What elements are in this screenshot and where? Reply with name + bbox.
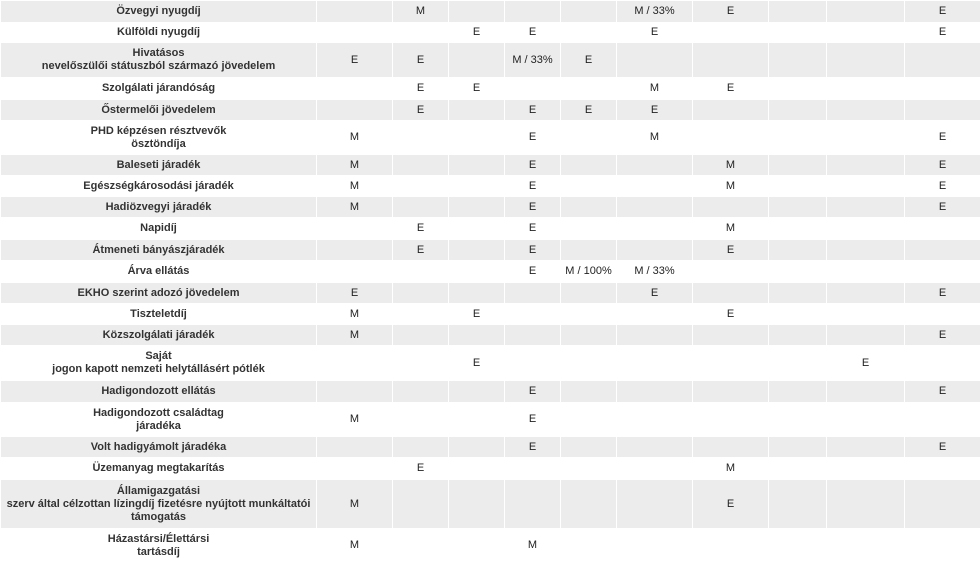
table-cell	[827, 1, 905, 23]
table-row	[1, 155, 980, 176]
table-cell	[693, 121, 769, 155]
table-cell	[561, 304, 617, 325]
table-cell	[827, 480, 905, 529]
table-cell	[827, 176, 905, 197]
table-cell: E	[905, 23, 980, 43]
table-cell: E	[393, 218, 449, 240]
table-row	[1, 23, 980, 43]
table-cell: M	[317, 529, 393, 563]
row-label	[1, 458, 317, 480]
table-cell: E	[505, 197, 561, 218]
table-cell: M	[317, 403, 393, 437]
table-cell	[617, 218, 693, 240]
row-label-line: Volt hadigyámolt járadéka	[90, 440, 227, 453]
table-cell	[561, 437, 617, 458]
table-cell: E	[617, 283, 693, 304]
table-cell: M	[317, 155, 393, 176]
table-cell	[769, 304, 827, 325]
row-label	[1, 78, 317, 100]
table-cell	[769, 403, 827, 437]
table-cell: M	[505, 529, 561, 563]
table-cell: E	[317, 283, 393, 304]
table-cell	[769, 325, 827, 346]
row-label	[1, 155, 317, 176]
table-cell: E	[449, 304, 505, 325]
table-cell	[617, 240, 693, 261]
table-row	[1, 1, 980, 23]
table-cell	[505, 325, 561, 346]
row-label-line: Szolgálati járandóság	[101, 82, 216, 94]
table-cell	[449, 176, 505, 197]
table-cell: E	[449, 346, 505, 381]
table-cell: E	[505, 381, 561, 403]
table-cell	[769, 1, 827, 23]
table-cell	[693, 346, 769, 381]
table-cell	[617, 480, 693, 529]
table-cell: M	[317, 197, 393, 218]
table-cell	[317, 240, 393, 261]
table-cell: M	[317, 480, 393, 529]
row-label	[1, 197, 317, 218]
table-cell	[393, 304, 449, 325]
table-cell: M	[393, 1, 449, 23]
table-cell	[561, 403, 617, 437]
table-cell: M	[317, 121, 393, 155]
table-cell	[449, 458, 505, 480]
row-label	[1, 283, 317, 304]
table-cell	[693, 283, 769, 304]
table-cell	[617, 458, 693, 480]
table-cell	[617, 346, 693, 381]
row-label	[1, 480, 317, 529]
row-label-line: Özvegyi nyugdíj	[116, 5, 201, 17]
table-cell	[827, 78, 905, 100]
table-row	[1, 78, 980, 100]
table-cell: E	[693, 304, 769, 325]
row-label-line: Őstermelői jövedelem	[101, 103, 216, 116]
table-cell	[449, 100, 505, 121]
row-label-line: Átmeneti bányászjáradék	[92, 243, 225, 256]
table-cell	[905, 78, 980, 100]
row-label-line: szerv által célzottan lízingdíj fizetésre nyújtott munkáltatói	[6, 497, 311, 510]
table-cell	[827, 197, 905, 218]
table-cell	[317, 100, 393, 121]
table-cell	[393, 197, 449, 218]
table-cell	[769, 218, 827, 240]
table-cell	[769, 437, 827, 458]
table-cell	[769, 121, 827, 155]
table-cell	[393, 283, 449, 304]
table-cell	[317, 78, 393, 100]
table-cell	[449, 283, 505, 304]
table-cell	[505, 346, 561, 381]
table-cell: E	[905, 1, 980, 23]
row-label	[1, 43, 317, 78]
table-row	[1, 176, 980, 197]
table-cell	[449, 155, 505, 176]
table-cell	[561, 529, 617, 563]
row-label	[1, 176, 317, 197]
table-cell	[905, 529, 980, 563]
row-label-line: járadéka	[136, 419, 181, 432]
table-cell: M	[317, 304, 393, 325]
table-cell	[693, 325, 769, 346]
table-cell	[827, 403, 905, 437]
table-cell: E	[505, 437, 561, 458]
table-cell	[393, 480, 449, 529]
table-cell: E	[693, 78, 769, 100]
table-cell	[449, 403, 505, 437]
table-cell: E	[505, 261, 561, 283]
table-cell: M	[617, 121, 693, 155]
table-cell	[693, 100, 769, 121]
row-label	[1, 346, 317, 381]
table-cell: M / 33%	[617, 1, 693, 23]
table-cell	[561, 283, 617, 304]
row-label-line: Hadigondozott ellátás	[101, 385, 216, 397]
table-cell	[769, 346, 827, 381]
table-cell: E	[905, 283, 980, 304]
table-cell	[693, 381, 769, 403]
table-cell	[561, 346, 617, 381]
table-cell	[505, 304, 561, 325]
table-cell	[505, 458, 561, 480]
row-label-line: tartásdíj	[137, 545, 180, 558]
table-cell	[905, 480, 980, 529]
table-cell	[617, 381, 693, 403]
table-cell	[561, 480, 617, 529]
table-cell	[693, 23, 769, 43]
table-cell	[905, 304, 980, 325]
table-row	[1, 261, 980, 283]
table-cell	[393, 155, 449, 176]
table-cell	[769, 155, 827, 176]
table-cell: E	[827, 346, 905, 381]
row-label	[1, 325, 317, 346]
table-cell	[769, 381, 827, 403]
table-cell: E	[905, 176, 980, 197]
table-cell	[827, 304, 905, 325]
table-cell: E	[505, 403, 561, 437]
table-cell	[827, 218, 905, 240]
table-cell	[769, 78, 827, 100]
table-cell	[617, 304, 693, 325]
table-cell	[317, 346, 393, 381]
table-cell	[561, 176, 617, 197]
table-cell	[827, 458, 905, 480]
table-cell	[561, 155, 617, 176]
table-cell	[905, 403, 980, 437]
table-cell	[393, 23, 449, 43]
table-cell: E	[905, 121, 980, 155]
table-cell: E	[449, 78, 505, 100]
table-cell	[449, 529, 505, 563]
table-cell	[827, 283, 905, 304]
table-cell	[827, 529, 905, 563]
table-cell: E	[905, 197, 980, 218]
table-cell	[561, 381, 617, 403]
table-cell	[693, 437, 769, 458]
row-label-line: Közszolgálati járadék	[102, 328, 215, 341]
table-cell: E	[905, 437, 980, 458]
table-cell	[769, 529, 827, 563]
table-row	[1, 437, 980, 458]
table-cell	[317, 381, 393, 403]
table-cell: M	[317, 325, 393, 346]
table-cell: M	[693, 155, 769, 176]
table-cell	[905, 100, 980, 121]
table-cell: E	[393, 100, 449, 121]
table-cell	[827, 261, 905, 283]
table-row	[1, 218, 980, 240]
row-label-line: Tiszteletdíj	[130, 307, 187, 320]
row-label-line: EKHO szerint adozó jövedelem	[77, 286, 240, 299]
table-cell: E	[693, 1, 769, 23]
row-label-line: nevelőszülői státuszból származó jövedelem	[41, 60, 276, 72]
row-label-line: Árva ellátás	[127, 265, 190, 277]
table-cell	[505, 78, 561, 100]
table-cell: E	[393, 240, 449, 261]
table-row	[1, 325, 980, 346]
table-cell	[449, 1, 505, 23]
table-cell	[617, 155, 693, 176]
table-cell: E	[905, 155, 980, 176]
table-cell	[827, 155, 905, 176]
table-row	[1, 121, 980, 155]
table-cell	[561, 1, 617, 23]
table-cell	[769, 458, 827, 480]
table-cell	[449, 437, 505, 458]
table-cell	[617, 403, 693, 437]
table-cell	[393, 121, 449, 155]
table-cell: M / 100%	[561, 261, 617, 283]
table-cell	[449, 43, 505, 78]
table-cell: E	[317, 43, 393, 78]
table-cell: E	[393, 43, 449, 78]
table-cell	[393, 325, 449, 346]
table-cell	[769, 197, 827, 218]
table-cell: M	[693, 218, 769, 240]
table-cell	[449, 240, 505, 261]
table-cell	[561, 240, 617, 261]
table-cell: E	[905, 325, 980, 346]
table-cell	[393, 403, 449, 437]
table-cell	[561, 121, 617, 155]
table-cell: E	[393, 78, 449, 100]
row-label	[1, 437, 317, 458]
table-cell	[905, 346, 980, 381]
row-label-line: Házastársi/Élettársi	[107, 532, 210, 545]
table-cell	[693, 197, 769, 218]
table-cell	[561, 458, 617, 480]
table-cell: E	[693, 240, 769, 261]
table-cell	[827, 23, 905, 43]
table-cell	[693, 261, 769, 283]
table-cell: M / 33%	[505, 43, 561, 78]
table-cell	[827, 325, 905, 346]
table-cell	[393, 529, 449, 563]
table-cell	[561, 23, 617, 43]
table-cell: E	[505, 240, 561, 261]
table-cell	[449, 261, 505, 283]
table-cell	[561, 197, 617, 218]
table-cell	[561, 325, 617, 346]
table-row	[1, 403, 980, 437]
table-cell	[505, 1, 561, 23]
table-cell	[449, 480, 505, 529]
table-cell	[769, 43, 827, 78]
table-row	[1, 304, 980, 325]
table-body	[1, 1, 980, 563]
row-label-line: Hivatásos	[132, 47, 185, 59]
row-label-line: ösztöndíja	[131, 137, 186, 150]
table-row	[1, 283, 980, 304]
table-cell	[317, 1, 393, 23]
table-cell	[693, 43, 769, 78]
table-cell: M	[693, 458, 769, 480]
table-cell	[617, 176, 693, 197]
table-cell	[827, 437, 905, 458]
table-row	[1, 458, 980, 480]
table-cell	[693, 403, 769, 437]
table-row	[1, 480, 980, 529]
table-cell: M	[617, 78, 693, 100]
table-cell	[561, 218, 617, 240]
table-cell	[905, 458, 980, 480]
table-cell	[827, 121, 905, 155]
table-cell: E	[505, 155, 561, 176]
table-cell: E	[505, 121, 561, 155]
table-cell	[449, 121, 505, 155]
table-cell	[449, 197, 505, 218]
table-cell: E	[505, 100, 561, 121]
row-label-line: támogatás	[130, 510, 187, 523]
table-cell: E	[393, 458, 449, 480]
table-cell: E	[561, 43, 617, 78]
row-label-line: Államigazgatási	[116, 484, 201, 497]
row-label-line: jogon kapott nemzeti helytállásért pótlék	[52, 363, 265, 375]
row-label	[1, 121, 317, 155]
table-cell: M	[693, 176, 769, 197]
table-row	[1, 529, 980, 563]
row-label	[1, 261, 317, 283]
table-cell	[905, 43, 980, 78]
row-label-line: Egészségkárosodási járadék	[83, 179, 234, 192]
table-cell	[769, 480, 827, 529]
table-row	[1, 240, 980, 261]
row-label	[1, 23, 317, 43]
table-cell	[317, 218, 393, 240]
row-label-line: Saját	[145, 350, 172, 362]
table-cell	[393, 437, 449, 458]
table-cell	[449, 325, 505, 346]
table-cell	[317, 458, 393, 480]
table-cell	[769, 23, 827, 43]
row-label-line: Hadiözvegyi járadék	[105, 200, 212, 213]
table-cell: E	[693, 480, 769, 529]
table-cell: E	[617, 23, 693, 43]
table-cell	[317, 437, 393, 458]
table-cell	[769, 240, 827, 261]
table-cell	[449, 381, 505, 403]
row-label-line: Baleseti járadék	[116, 158, 201, 171]
row-label-line: Hadigondozott családtag	[93, 406, 224, 419]
table-cell	[393, 176, 449, 197]
row-label	[1, 304, 317, 325]
table-cell: E	[505, 176, 561, 197]
table-cell	[905, 218, 980, 240]
table-cell	[693, 529, 769, 563]
table-cell: E	[561, 100, 617, 121]
table-cell	[769, 176, 827, 197]
row-label	[1, 218, 317, 240]
table-cell	[617, 197, 693, 218]
row-label	[1, 1, 317, 23]
table-cell	[827, 43, 905, 78]
table-cell	[617, 43, 693, 78]
table-cell	[505, 480, 561, 529]
row-label-line: Napidíj	[140, 222, 177, 234]
row-label	[1, 529, 317, 563]
row-label	[1, 240, 317, 261]
table-cell	[769, 261, 827, 283]
table-cell	[827, 100, 905, 121]
table-row	[1, 346, 980, 381]
row-label-line: PHD képzésen résztvevők	[90, 124, 227, 137]
table-cell	[393, 261, 449, 283]
row-label	[1, 381, 317, 403]
table-cell	[317, 23, 393, 43]
table-cell	[769, 283, 827, 304]
table-cell: E	[449, 23, 505, 43]
table-cell: M / 33%	[617, 261, 693, 283]
row-label	[1, 100, 317, 121]
table-cell	[617, 529, 693, 563]
row-label-line: Külföldi nyugdíj	[116, 26, 201, 38]
table-cell: E	[505, 23, 561, 43]
table-row	[1, 100, 980, 121]
table-cell	[617, 325, 693, 346]
row-label-line: Üzemanyag megtakarítás	[92, 462, 225, 474]
table-cell: M	[317, 176, 393, 197]
table-cell: E	[505, 218, 561, 240]
table-row	[1, 43, 980, 78]
table-cell	[827, 240, 905, 261]
table-row	[1, 381, 980, 403]
table-cell: E	[905, 381, 980, 403]
table-cell	[769, 100, 827, 121]
table-cell	[505, 283, 561, 304]
table-cell	[827, 381, 905, 403]
table-cell	[561, 78, 617, 100]
table-cell	[393, 381, 449, 403]
table-cell	[317, 261, 393, 283]
table-cell	[905, 261, 980, 283]
row-label	[1, 403, 317, 437]
table-row	[1, 197, 980, 218]
table-cell	[393, 346, 449, 381]
table-cell	[905, 240, 980, 261]
table-cell	[449, 218, 505, 240]
table-cell: E	[617, 100, 693, 121]
table-cell	[617, 437, 693, 458]
